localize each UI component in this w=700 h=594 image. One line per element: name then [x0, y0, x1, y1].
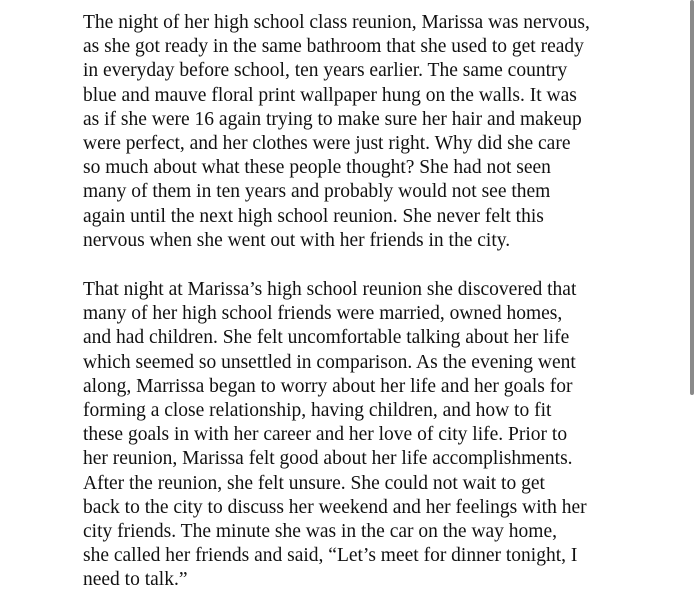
text-line: back to the city to discuss her weekend and her feelings with her	[83, 496, 587, 518]
text-line: many of her high school friends were married, owned homes,	[83, 303, 563, 325]
text-line: as she got ready in the same bathroom that she used to get ready	[83, 36, 584, 58]
text-line: in everyday before school, ten years earlier. The same country	[83, 60, 568, 82]
text-line: need to talk.”	[83, 569, 188, 591]
text-line: these goals in with her career and her love of city life. Prior to	[83, 424, 568, 446]
text-line: so much about what these people thought? She had not seen	[83, 157, 551, 179]
paragraph-2	[83, 278, 683, 593]
vertical-scrollbar-thumb[interactable]	[690, 0, 694, 395]
paragraph-1	[83, 11, 683, 253]
text-line: which seemed so unsettled in comparison. As the evening went	[83, 351, 576, 373]
text-line: The night of her high school class reunion, Marissa was nervous,	[83, 12, 590, 33]
text-line: along, Marrissa began to worry about her life and her goals for	[83, 375, 573, 397]
text-line: After the reunion, she felt unsure. She could not wait to get	[83, 472, 545, 494]
text-line: nervous when she went out with her friends in the city.	[83, 229, 511, 251]
text-line: forming a close relationship, having children, and how to fit	[83, 400, 552, 422]
text-line: again until the next high school reunion. She never felt this	[83, 205, 544, 227]
text-line: and had children. She felt uncomfortable talking about her life	[83, 327, 570, 349]
text-line: as if she were 16 again trying to make sure her hair and makeup	[83, 108, 582, 130]
text-line: she called her friends and said, “Let’s meet for dinner tonight, I	[83, 545, 578, 567]
text-line: That night at Marissa’s high school reunion she discovered that	[83, 279, 577, 300]
text-line: her reunion, Marissa felt good about her life accomplishments.	[83, 448, 573, 470]
text-line: many of them in ten years and probably would not see them	[83, 181, 551, 203]
text-line: blue and mauve floral print wallpaper hung on the walls. It was	[83, 84, 577, 106]
text-line: city friends. The minute she was in the car on the way home,	[83, 521, 558, 543]
text-line: were perfect, and her clothes were just right. Why did she care	[83, 133, 571, 155]
